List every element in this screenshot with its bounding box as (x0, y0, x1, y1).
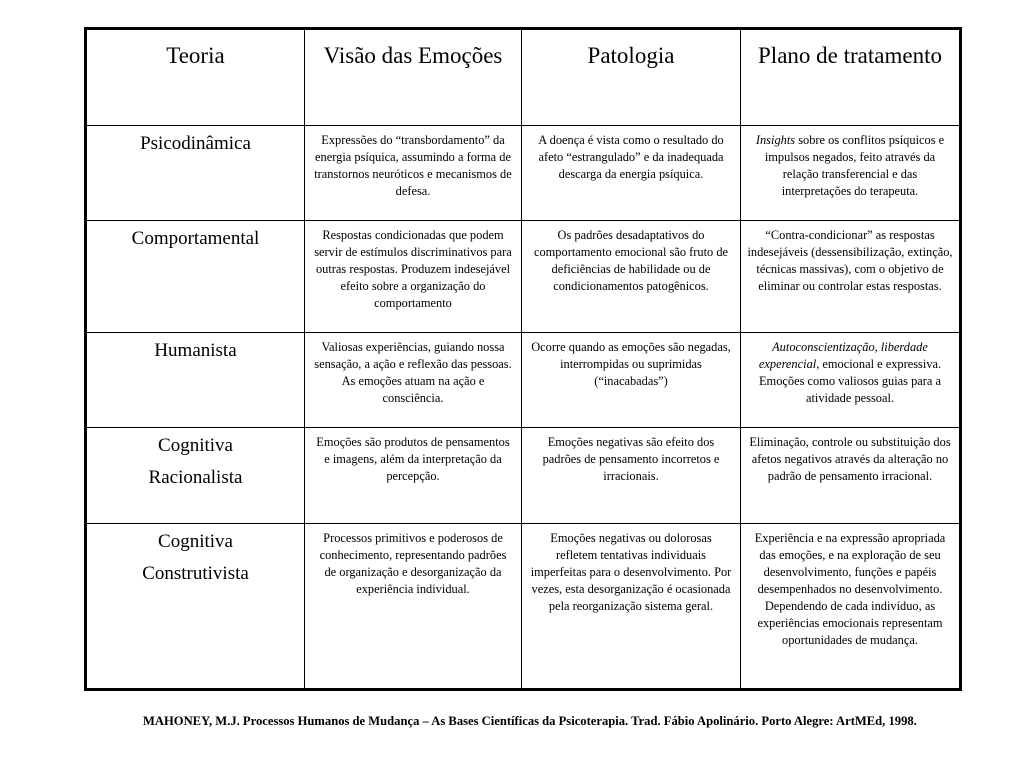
header-row (86, 29, 961, 126)
treatment-emphasis: Insights (755, 133, 796, 147)
theory-name: Cognitiva (158, 531, 233, 552)
pathology-cell: Emoções negativas ou dolorosas refletem tentativas individuais imperfeitas para o desenvolvimento. Por vezes, esta desorganização é ocasionada pela reorganização sistema geral. (522, 524, 741, 690)
theory-name: Cognitiva (158, 435, 233, 456)
theory-name: Psicodinâmica (140, 133, 251, 154)
theory-name: Humanista (154, 340, 237, 361)
theory-cell (86, 221, 305, 333)
treatment-text: “Contra-condicionar” as respostas indesejáveis (dessensibilização, extinção, técnicas massivas), com o objetivo de eliminar ou controlar estas respostas. (747, 228, 953, 293)
treatment-text: sobre os conflitos psíquicos e impulsos negados, feito através da relação transferencial e das interpretações do terapeuta. (764, 133, 945, 198)
pathology-cell: Os padrões desadaptativos do comportamento emocional são fruto de deficiências de habilidade ou de condicionamentos patogênicos. (522, 221, 741, 333)
pathology-cell: Emoções negativas são efeito dos padrões de pensamento incorretos e irracionais. (522, 428, 741, 524)
theory-cell (86, 126, 305, 221)
treatment-cell (741, 333, 961, 428)
treatment-cell (741, 428, 961, 524)
emotions-cell: Valiosas experiências, guiando nossa sensação, a ação e reflexão das pessoas. As emoções atuam na ação e consciência. (305, 333, 522, 428)
header-emotions: Visão das Emoções (305, 29, 522, 126)
treatment-cell (741, 221, 961, 333)
theory-cell (86, 428, 305, 524)
table-row (86, 126, 961, 221)
theory-name-line2: Construtivista (142, 563, 249, 584)
emotions-cell: Emoções são produtos de pensamentos e imagens, além da interpretação da percepção. (305, 428, 522, 524)
theory-name-line2: Racionalista (148, 467, 243, 488)
theory-name: Comportamental (131, 228, 260, 249)
treatment-cell (741, 524, 961, 690)
emotions-cell: Respostas condicionadas que podem servir de estímulos discriminativos para outras respostas. Produzem indesejável efeito sobre a organização do comportamento (305, 221, 522, 333)
treatment-emphasis: Autoconscientização, liberdade experencial, (758, 340, 928, 371)
treatment-text: Eliminação, controle ou substituição dos afetos negativos através da alteração no padrão de pensamento irracional. (749, 435, 951, 483)
table-row (86, 524, 961, 690)
treatment-text: emocional e expressiva. Emoções como valiosos guias para a atividade pessoal. (758, 357, 942, 405)
emotions-cell: Expressões do “transbordamento” da energia psíquica, assumindo a forma de transtornos neuróticos e mecanismos de defesa. (305, 126, 522, 221)
treatment-text: Experiência e na expressão apropriada das emoções, e na exploração de seu desenvolvimento, funções e papéis desempenhados no desenvolvimento. Dependendo de cada indivíduo, as experiências emocionais representam oportunidades de mudança. (754, 531, 946, 647)
header-treatment: Plano de tratamento (741, 29, 961, 126)
citation: MAHONEY, M.J. Processos Humanos de Mudança – As Bases Científicas da Psicoterapia. Trad. Fábio Apolinário. Porto Alegre: ArtMEd, 1998. (143, 714, 917, 728)
header-theory: Teoria (86, 29, 305, 126)
pathology-cell: Ocorre quando as emoções são negadas, interrompidas ou suprimidas (“inacabadas”) (522, 333, 741, 428)
theory-cell (86, 333, 305, 428)
header-pathology: Patologia (522, 29, 741, 126)
table-row (86, 428, 961, 524)
table-row (86, 221, 961, 333)
treatment-cell (741, 126, 961, 221)
emotions-cell: Processos primitivos e poderosos de conhecimento, representando padrões de organização e desorganização da experiência individual. (305, 524, 522, 690)
table-row (86, 333, 961, 428)
theory-cell (86, 524, 305, 690)
comparison-table (84, 27, 962, 691)
pathology-cell: A doença é vista como o resultado do afeto “estrangulado” e da inadequada descarga da energia psíquica. (522, 126, 741, 221)
